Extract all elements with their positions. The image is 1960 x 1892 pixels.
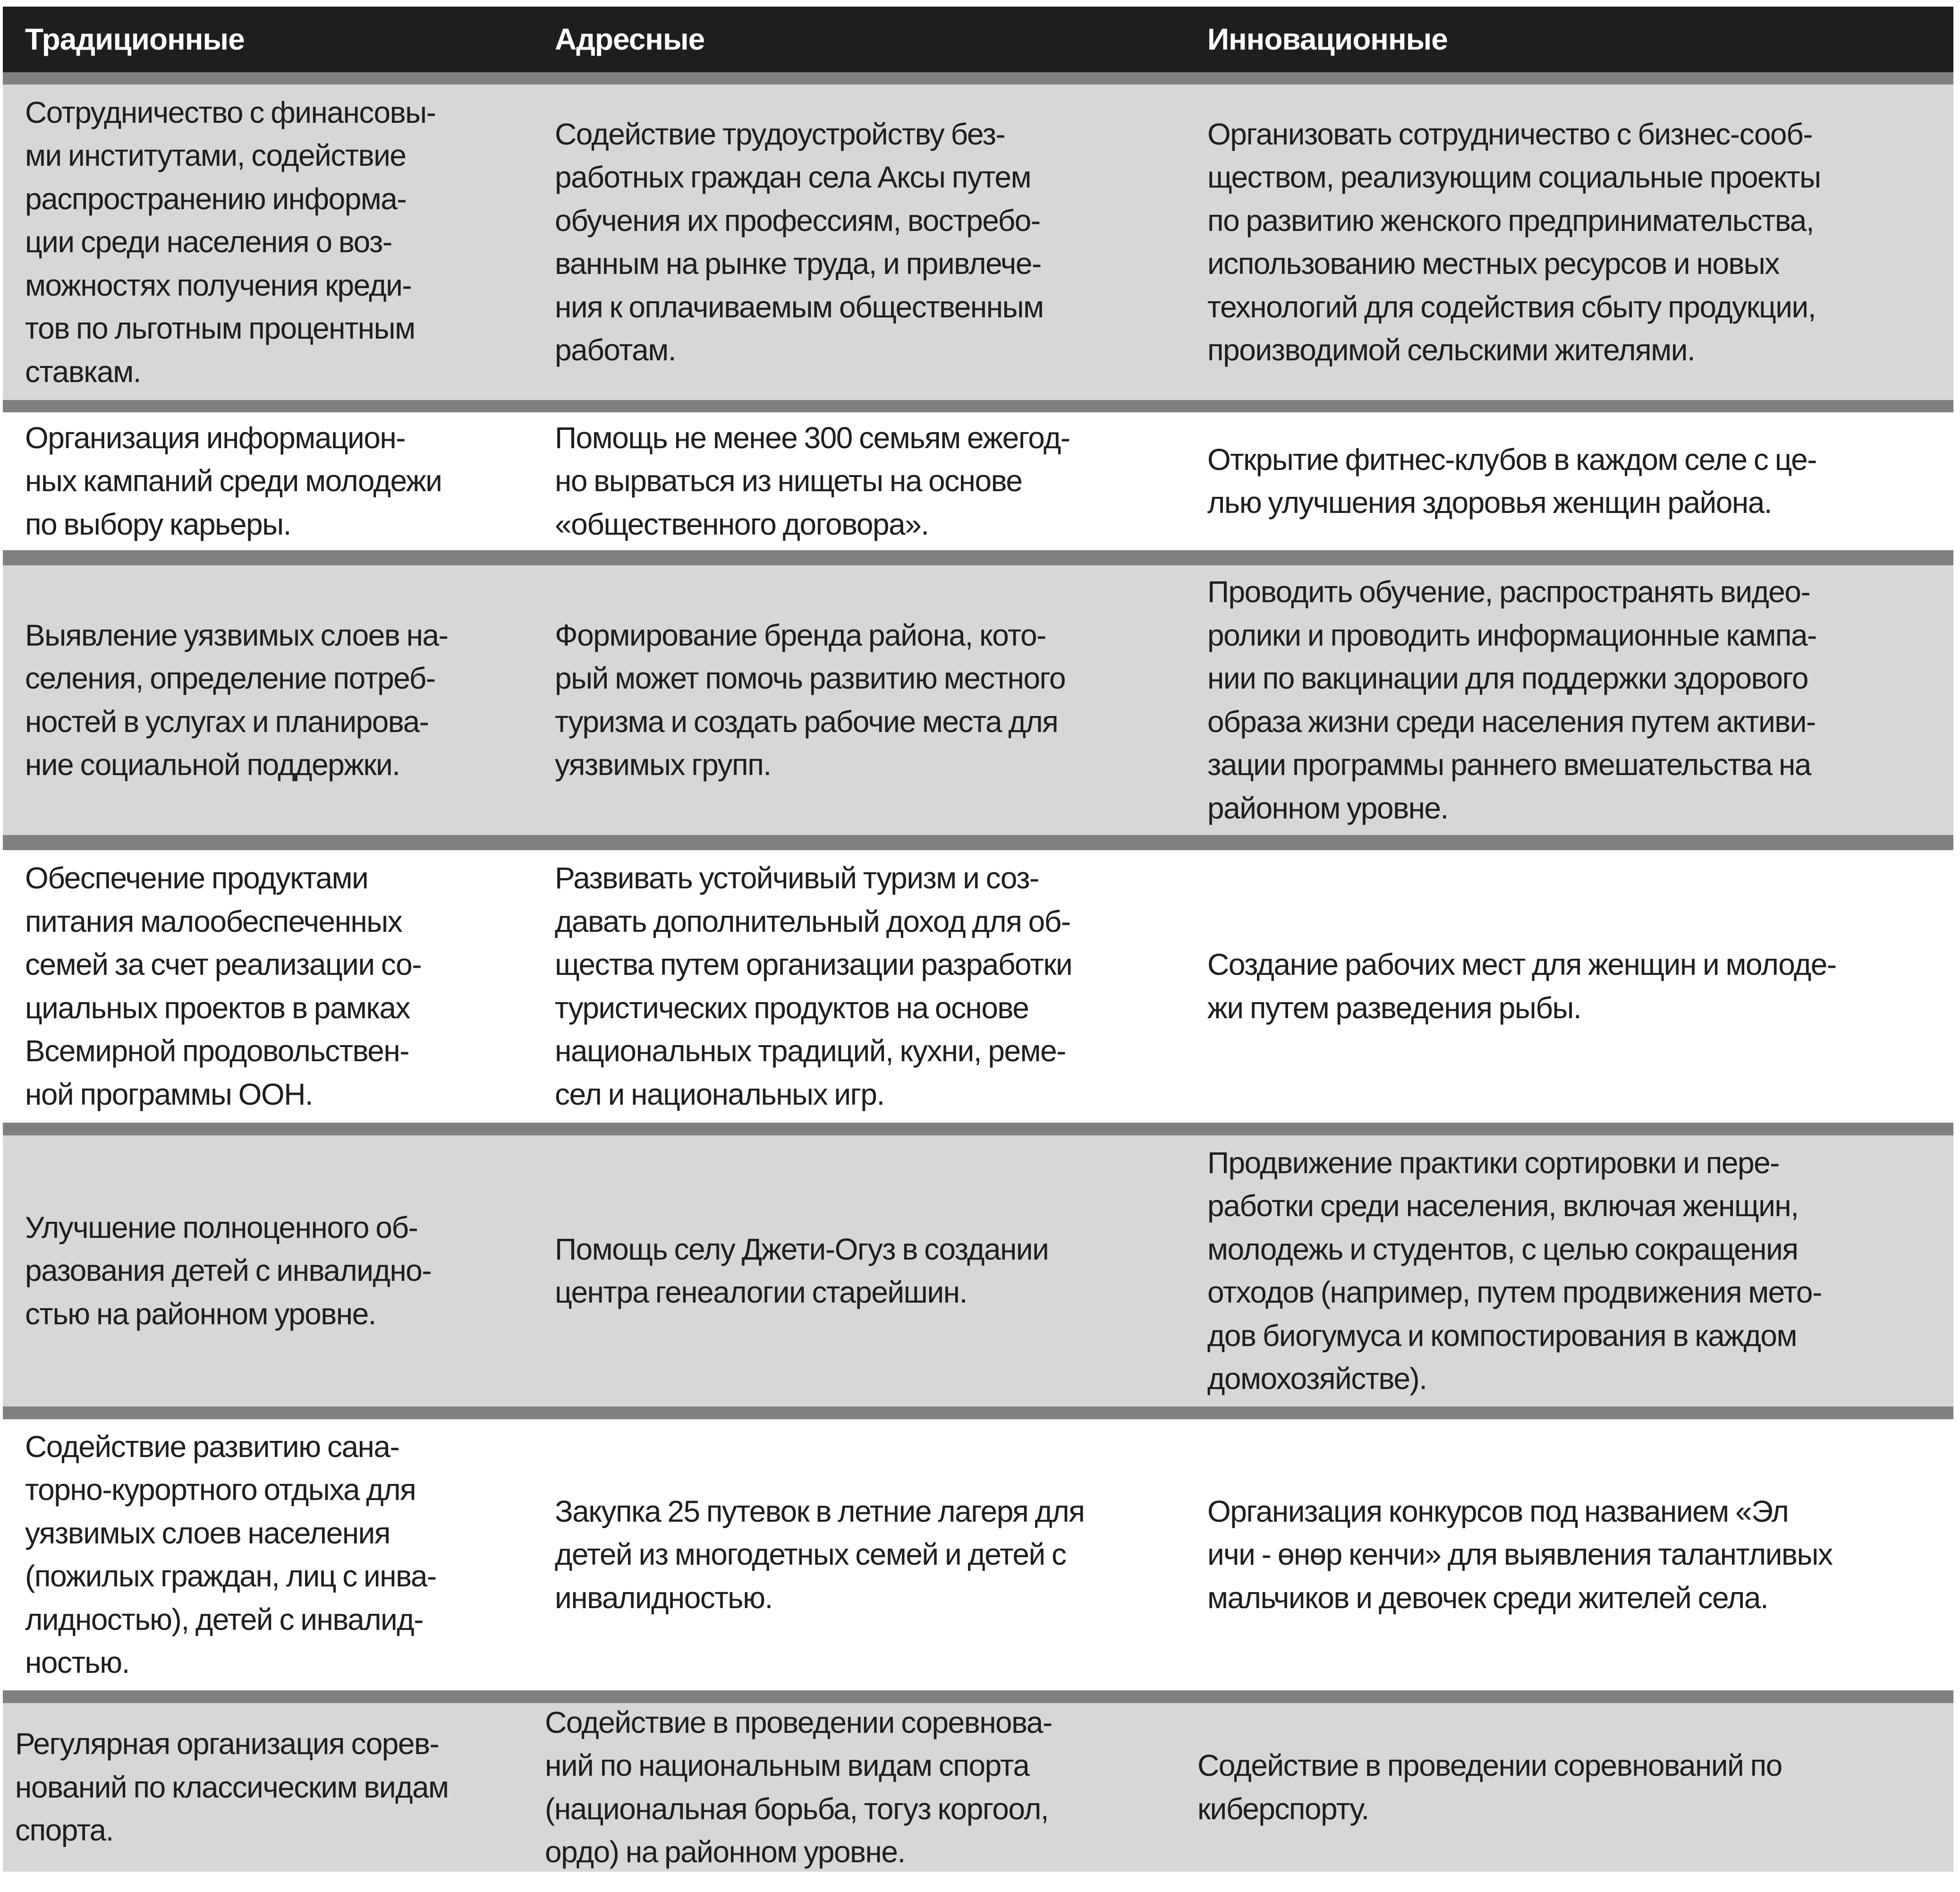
row-separator — [3, 835, 1953, 850]
cell-targeted: Формирование бренда района, кото- рый может помочь развитию местного туризма и создать рабочие места для уязвимых групп. — [555, 618, 1066, 782]
cell-targeted: Содействие в проведении соревнова- ний по национальным видам спорта (национальная борьба, тогуз коргоол, ордо) на районном уровне. — [545, 1705, 1052, 1869]
cell-traditional: Регулярная организация сорев- нований по классическим видам спорта. — [15, 1727, 449, 1848]
cell-innovative: Проводить обучение, распространять видео- ролики и проводить информационные кампа- нии по вакцинации для поддержки здорового образа жизни среди населения путем активи- зации программы раннего вмешательства на районном уровне. — [1207, 575, 1816, 825]
table-row — [3, 85, 1953, 400]
row-separator — [3, 1406, 1953, 1419]
table-row — [3, 565, 1953, 835]
table-row — [3, 1135, 1953, 1406]
cell-innovative: Открытие фитнес-клубов в каждом селе с це- лью улучшения здоровья женщин района. — [1207, 442, 1817, 520]
cell-traditional: Выявление уязвимых слоев на- селения, определение потреб- ностей в услугах и планирова- ние социальной поддержки. — [25, 618, 448, 782]
row-separator — [3, 72, 1953, 85]
cell-traditional: Сотрудничество с финансовы- ми институтами, содействие распространению информа- ции среди населения о воз- можностях получения креди- тов по льготным процентным ставкам. — [25, 95, 436, 389]
table-row — [3, 412, 1953, 550]
header-targeted: Адресные — [555, 22, 705, 56]
table-row — [3, 1419, 1953, 1690]
cell-traditional: Обеспечение продуктами питания малообеспеченных семей за счет реализации со- циальных проектов в рамках Всемирной продовольствен- ной программы ООН. — [25, 861, 421, 1111]
table-header — [3, 7, 1953, 72]
cell-traditional: Улучшение полноценного об- разования детей с инвалидно- стью на районном уровне. — [25, 1210, 432, 1331]
row-separator — [3, 550, 1953, 565]
row-separator — [3, 1123, 1953, 1135]
header-traditional: Традиционные — [25, 22, 245, 56]
cell-targeted: Развивать устойчивый туризм и соз- давать дополнительный доход для об- щества путем организации разработки туристических продуктов на основе национальных традиций, кухни, реме- сел и национальных игр. — [555, 861, 1072, 1111]
table-row — [3, 1703, 1953, 1872]
cell-innovative: Содействие в проведении соревнований по киберспорту. — [1197, 1748, 1782, 1826]
cell-targeted: Закупка 25 путевок в летние лагеря для детей из многодетных семей и детей с инвалидностью. — [555, 1494, 1085, 1615]
cell-traditional: Организация информацион- ных кампаний среди молодежи по выбору карьеры. — [25, 420, 442, 541]
table-row — [3, 850, 1953, 1123]
cell-targeted: Содействие трудоустройству без- работных граждан села Аксы путем обучения их профессиям, востребо- ванным на рынке труда, и привлече- ния к оплачиваемым общественным работам. — [555, 117, 1044, 367]
cell-innovative: Создание рабочих мест для женщин и молоде- жи путем разведения рыбы. — [1207, 947, 1836, 1025]
cell-innovative: Продвижение практики сортировки и пере- работки среди населения, включая женщин, молодежь и студентов, с целью сокращения отходов (например, путем продвижения мето- дов биогумуса и компостирования в каждом домохозяйстве). — [1207, 1145, 1822, 1396]
row-separator — [3, 400, 1953, 412]
cell-targeted: Помощь не менее 300 семьям ежегод- но вырваться из нищеты на основе «общественного договора». — [555, 420, 1070, 541]
header-innovative: Инновационные — [1207, 22, 1448, 56]
cell-targeted: Помощь селу Джети-Огуз в создании центра генеалогии старейшин. — [555, 1232, 1049, 1309]
cell-traditional: Содействие развитию сана- торно-курортного отдыха для уязвимых слоев населения (пожилых граждан, лиц с инва- лидностью), детей с инвалид- ностью. — [25, 1429, 436, 1679]
cell-innovative: Организация конкурсов под названием «Эл ичи - өнөр кенчи» для выявления талантливых мальчиков и девочек среди жителей села. — [1207, 1494, 1833, 1615]
cell-innovative: Организовать сотрудничество с бизнес-сооб- ществом, реализующим социальные проекты по развитию женского предпринимательства, использованию местных ресурсов и новых технологий для содействия сбыту продукции, производимой сельскими жителями. — [1207, 117, 1821, 367]
